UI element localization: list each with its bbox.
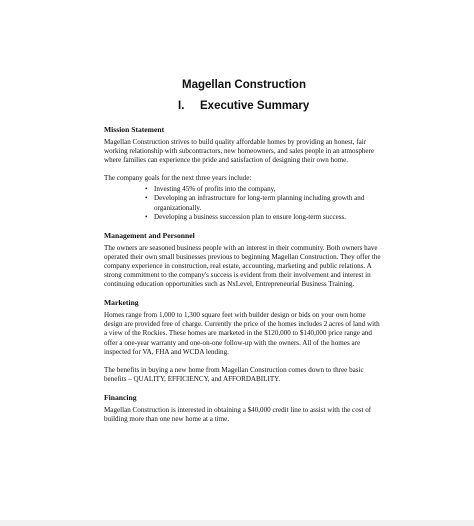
benefits-paragraph: The benefits in buying a new home from Magellan Construction comes down to three basic benefits – QUALITY, EFFICIENCY, and AFFORDABILITY. <box>104 365 364 383</box>
management-paragraph: The owners are seasoned business people with an interest in their community. Both owners have operated their own small businesses previous to beginning Magellan Construction. They offer the company experience in construction, real estate, accounting, marketing and public relations. A strong commitment to the company's success is evident from their involvement and interest in continuing education opportunities such as NxLevel, Entrepreneurial Business Training. <box>104 243 381 289</box>
financing-heading: Financing <box>104 392 137 402</box>
section-numeral: I. <box>178 100 185 112</box>
section-title-text: Executive Summary <box>200 100 310 112</box>
bullet-icon: • <box>145 212 148 221</box>
list-item <box>104 213 384 222</box>
document-page <box>104 78 384 433</box>
list-item <box>104 194 384 212</box>
goals-list <box>104 185 384 221</box>
company-title: Magellan Construction <box>182 79 306 91</box>
marketing-paragraph: Homes range from 1,000 to 1,300 square feet with builder design or bids on your own home design are provided free of charge. Currently the price of the homes includes 2 acres of land with a view of the Rockies. These homes are marketed in the $120,000 to $140,000 price range and offer a one-year warranty and one-on-one follow-up with the owners. All of the homes are inspected for VA, FHA and WCDA lending. <box>104 311 380 356</box>
financing-paragraph: Magellan Construction is interested in obtaining a $40,000 credit line to assist with the cost of building more than one new home at a time. <box>104 405 372 423</box>
section-title <box>178 99 384 113</box>
management-heading: Management and Personnel <box>104 230 195 240</box>
bullet-icon: • <box>145 185 148 194</box>
mission-paragraph: Magellan Construction strives to build quality affordable homes by providing an honest, fair working relationship with subcontractors, new homeowners, and sales people in an atmosphere where families can experience the pride and satisfaction of designing their own home. <box>104 138 375 165</box>
goal-text: Developing an infrastructure for long-term planning including growth and organizationally. <box>154 194 365 212</box>
list-item <box>104 185 384 194</box>
goal-text: Developing a business succession plan to ensure long-term success. <box>154 212 347 221</box>
goal-text: Investing 45% of profits into the company, <box>154 185 276 194</box>
goals-intro: The company goals for the next three years include: <box>104 174 252 183</box>
mission-heading: Mission Statement <box>104 125 165 134</box>
marketing-heading: Marketing <box>104 298 139 308</box>
bullet-icon: • <box>145 194 148 203</box>
page-bottom-edge <box>0 520 474 526</box>
